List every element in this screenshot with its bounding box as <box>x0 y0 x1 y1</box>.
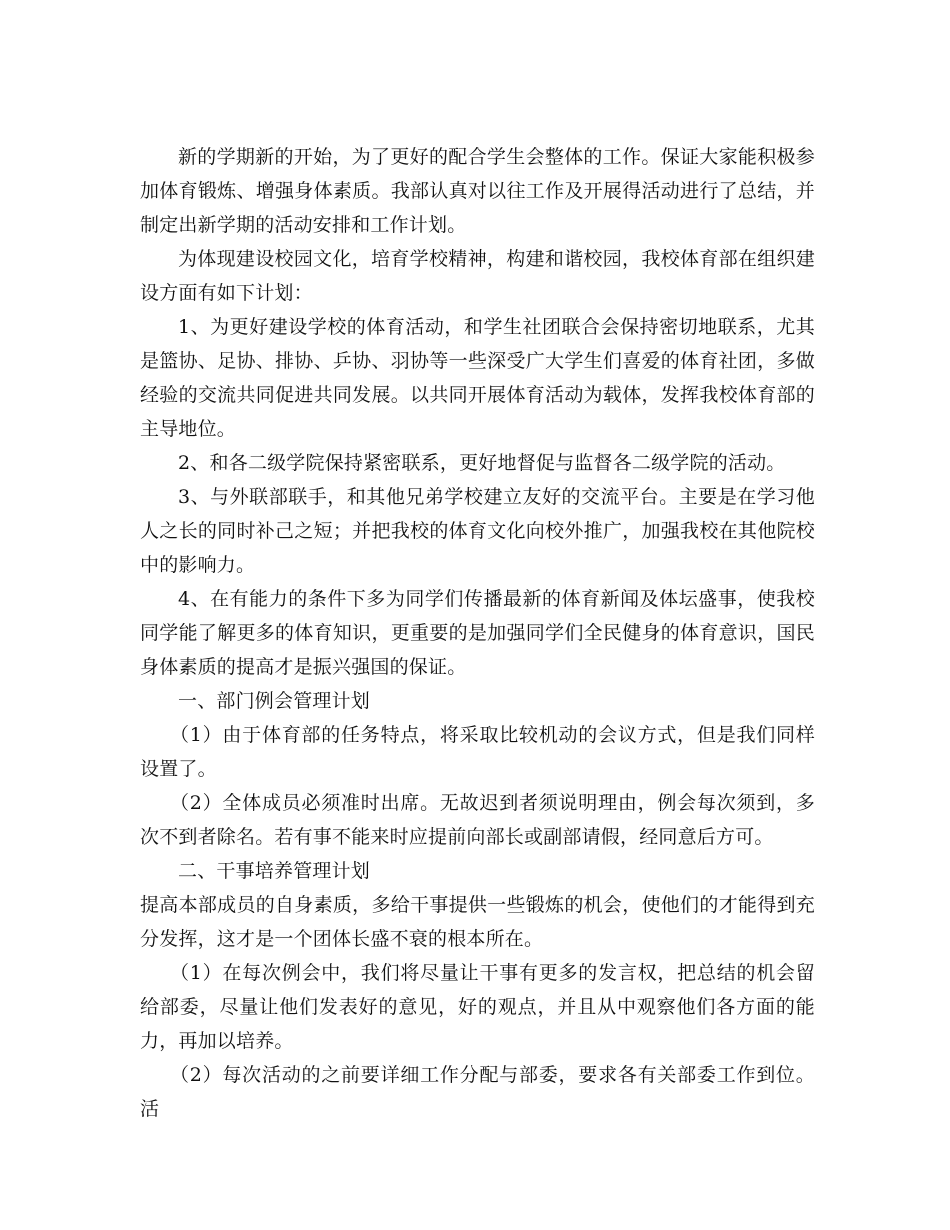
section-heading-meeting: 一、部门例会管理计划 <box>178 690 371 712</box>
meeting-item-2: （2）全体成员必须准时出席。无故迟到者须说明理由，例会每次须到，多次不到者除名。若有事不能来时应提前向部长或副部请假，经同意后方可。 <box>140 792 815 848</box>
plan-item-3: 3、与外联部联手，和其他兄弟学校建立友好的交流平台。主要是在学习他人之长的同时补己之短；并把我校的体育文化向校外推广，加强我校在其他院校中的影响力。 <box>140 486 815 576</box>
plan-item-1: 1、为更好建设学校的体育活动，和学生社团联合会保持密切地联系，尤其是篮协、足协、排协、乒协、羽协等一些深受广大学生们喜爱的体育社团，多做经验的交流共同促进共同发展。以共同开展体育活动为载体，发挥我校体育部的主导地位。 <box>140 316 815 440</box>
document-body <box>140 140 815 1126</box>
staff-training-item-2: （2）每次活动的之前要详细工作分配与部委，要求各有关部委工作到位。活 <box>140 1064 815 1120</box>
meeting-item-1: （1）由于体育部的任务特点，将采取比较机动的会议方式，但是我们同样设置了。 <box>140 724 815 780</box>
section-heading-staff-training: 二、干事培养管理计划 <box>178 860 371 882</box>
intro-paragraph: 新的学期新的开始，为了更好的配合学生会整体的工作。保证大家能积极参加体育锻炼、增强身体素质。我部认真对以往工作及开展得活动进行了总结，并制定出新学期的活动安排和工作计划。 <box>140 146 815 236</box>
staff-training-intro: 提高本部成员的自身素质，多给干事提供一些锻炼的机会，使他们的才能得到充分发挥，这才是一个团体长盛不衰的根本所在。 <box>140 894 815 950</box>
organization-plan-paragraph: 为体现建设校园文化，培育学校精神，构建和谐校园，我校体育部在组织建设方面有如下计划： <box>140 248 815 304</box>
plan-item-2: 2、和各二级学院保持紧密联系，更好地督促与监督各二级学院的活动。 <box>178 452 786 474</box>
staff-training-item-1: （1）在每次例会中，我们将尽量让干事有更多的发言权，把总结的机会留给部委，尽量让他们发表好的意见，好的观点，并且从中观察他们各方面的能力，再加以培养。 <box>140 962 815 1052</box>
plan-item-4: 4、在有能力的条件下多为同学们传播最新的体育新闻及体坛盛事，使我校同学能了解更多的体育知识，更重要的是加强同学们全民健身的体育意识，国民身体素质的提高才是振兴强国的保证。 <box>140 588 815 678</box>
